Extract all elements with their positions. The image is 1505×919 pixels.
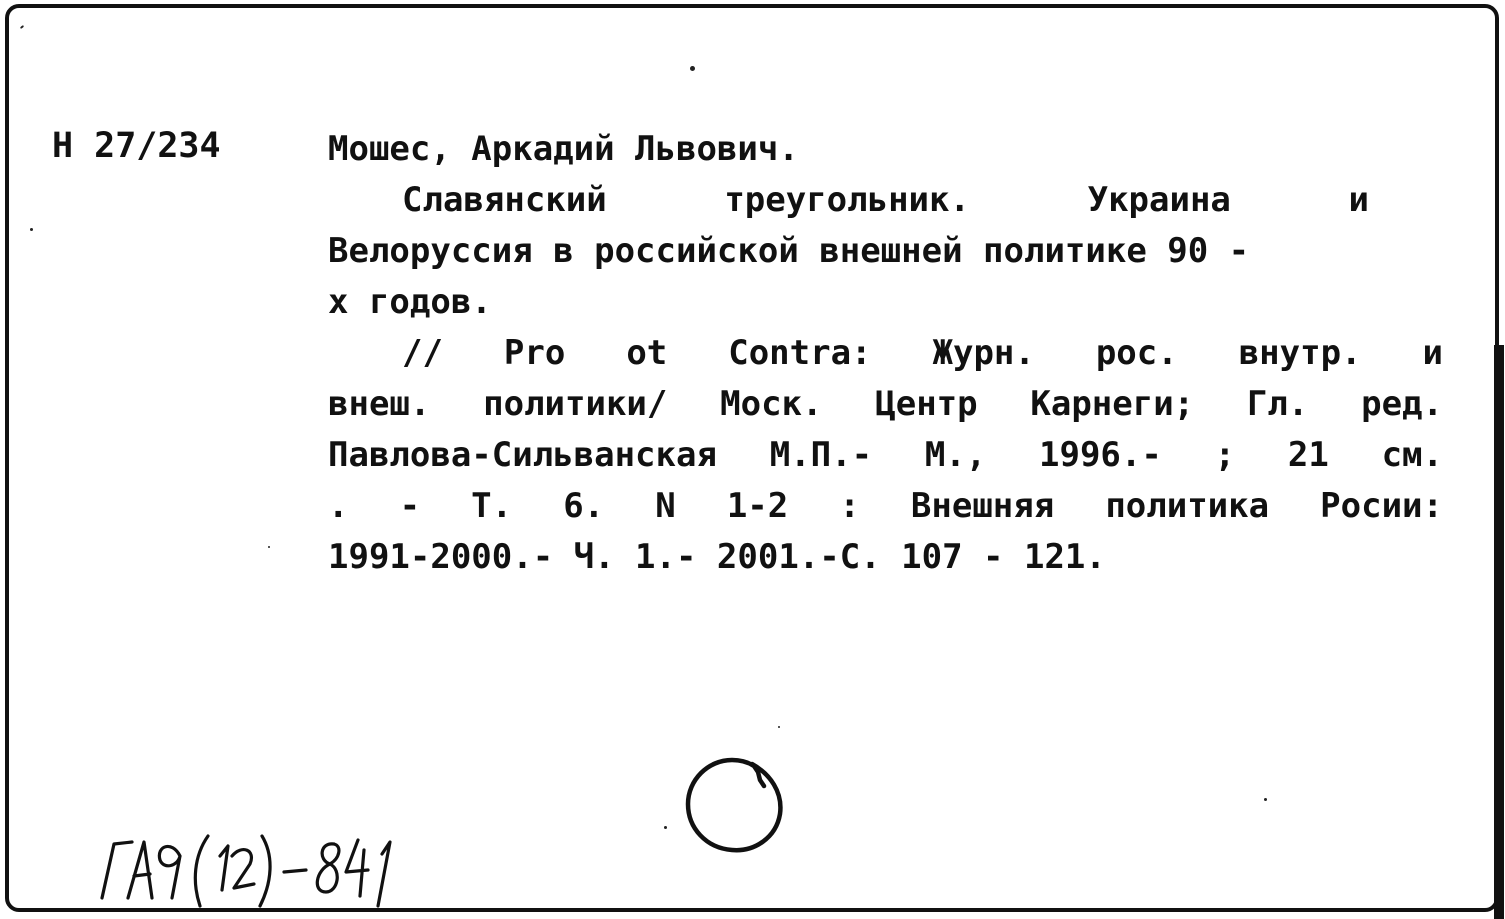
source-word: Павлова-Сильванская	[328, 435, 717, 475]
source-word: политики/	[483, 384, 668, 424]
source-line-2	[328, 379, 1443, 430]
scan-speck	[664, 826, 667, 829]
title-word: Славянский	[402, 180, 607, 220]
source-word: Росии:	[1320, 486, 1443, 526]
source-word: М.П.-	[769, 435, 873, 475]
source-word: Карнеги;	[1030, 384, 1195, 424]
scan-speck	[268, 546, 270, 548]
scan-speck	[778, 726, 780, 728]
source-word: политика	[1105, 486, 1270, 526]
scan-speck	[1264, 798, 1267, 801]
source-word: М.,	[924, 435, 987, 475]
source-word: см.	[1381, 435, 1443, 475]
source-word: //	[402, 333, 443, 373]
scan-speck	[690, 66, 695, 71]
title-word: и	[1348, 180, 1369, 220]
source-word: .	[328, 486, 349, 526]
source-word: ред.	[1361, 384, 1443, 424]
source-word: Гл.	[1246, 384, 1309, 424]
source-line-1	[328, 328, 1443, 379]
title-line-1	[328, 175, 1443, 226]
source-word: внутр.	[1238, 333, 1362, 373]
source-word: Моск.	[720, 384, 823, 424]
source-word: 21	[1287, 435, 1329, 475]
source-word: рос.	[1095, 333, 1178, 373]
title-line-2: Велоруссия в российской внешней политике 90 -	[328, 231, 1250, 271]
title-word: треугольник.	[724, 180, 970, 220]
card-edge-shadow	[1494, 345, 1504, 919]
shelfmark: Н 27/234	[52, 126, 221, 166]
source-word: 1996.-	[1039, 435, 1162, 475]
source-word: -	[399, 486, 421, 526]
source-word: внеш.	[328, 384, 431, 424]
source-word: N	[655, 486, 676, 526]
source-word: Внешняя	[910, 486, 1055, 526]
bibliographic-entry	[328, 124, 1443, 583]
source-line-3	[328, 430, 1443, 481]
source-word: Центр	[875, 384, 978, 424]
handwritten-code	[88, 826, 448, 916]
scan-speck	[30, 228, 33, 231]
title-word: Украина	[1087, 180, 1231, 220]
source-line-4	[328, 481, 1443, 532]
source-word: Журн.	[932, 333, 1035, 373]
source-word: 6.	[563, 486, 605, 526]
source-word: :	[839, 486, 860, 526]
title-line-3: х годов.	[328, 282, 492, 322]
source-word: ot	[626, 333, 668, 373]
source-word: ;	[1214, 435, 1236, 475]
source-word: Contra:	[728, 333, 872, 373]
source-word: 1-2	[726, 486, 789, 526]
source-word: и	[1422, 333, 1443, 373]
source-line-5: 1991-2000.- Ч. 1.- 2001.-С. 107 - 121.	[328, 537, 1106, 577]
author-line: Мошес, Аркадий Львович.	[328, 129, 799, 169]
punch-hole	[680, 752, 790, 862]
source-word: Pro	[503, 333, 566, 373]
source-word: Т.	[471, 486, 513, 526]
